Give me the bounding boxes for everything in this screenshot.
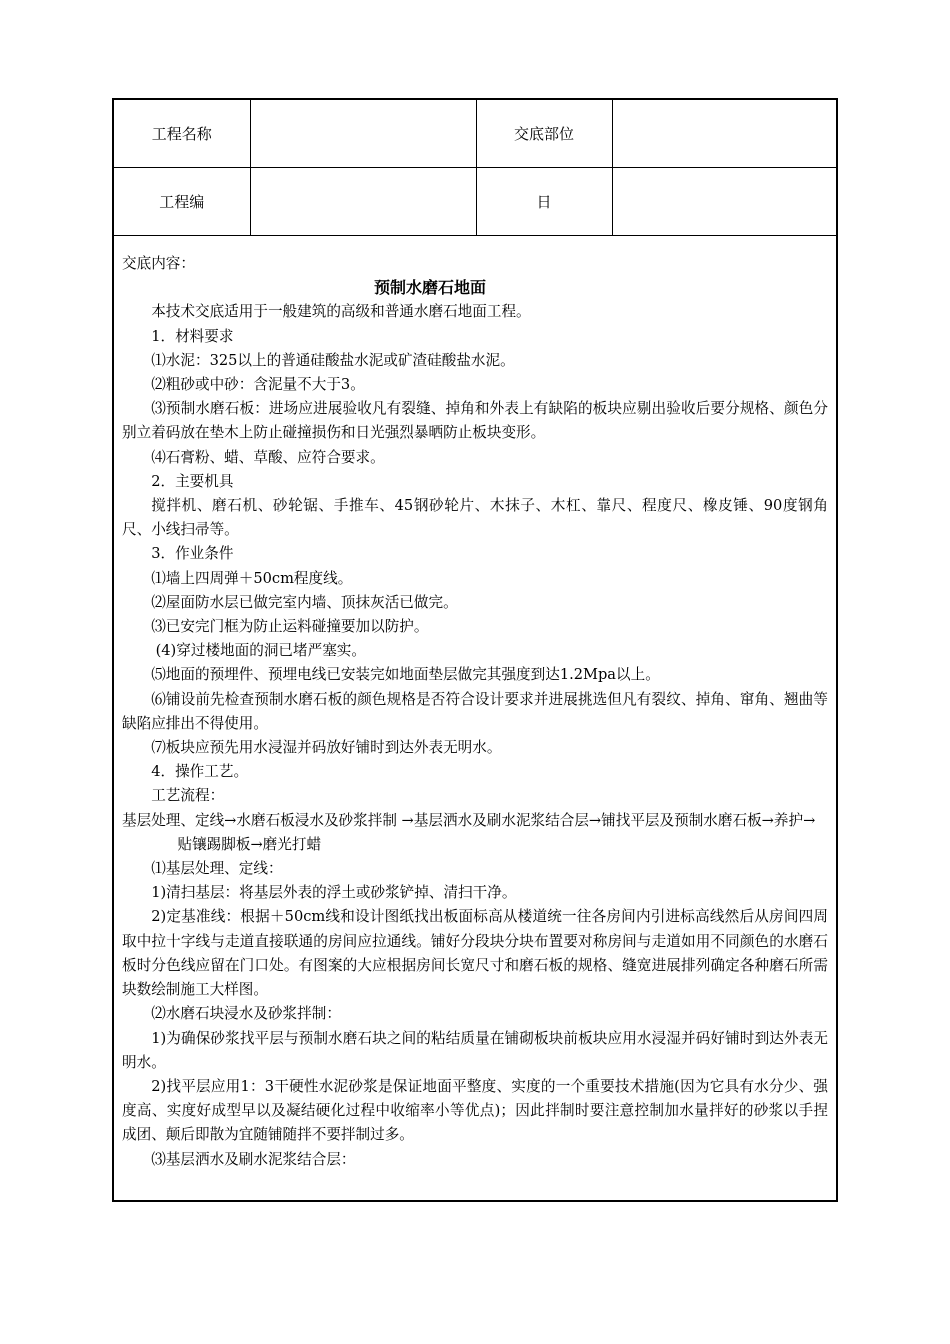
step-2-item-1: 1)为确保砂浆找平层与预制水磨石块之间的粘结质量在铺砌板块前板块应用水浸湿并码好铺时到达外表无明水。 [122, 1029, 828, 1071]
date-label: 日 [476, 168, 612, 236]
section-2-title: 2．主要机具 [151, 472, 234, 490]
section-3-item-5: ⑸地面的预埋件、预埋电线已安装完如地面垫层做完其强度到达1.2Mpa以上。 [151, 666, 660, 684]
section-1-item-1: ⑴水泥：325以上的普通硅酸盐水泥或矿渣硅酸盐水泥。 [151, 351, 515, 369]
date-field[interactable] [612, 168, 836, 236]
disclosure-content [114, 238, 836, 1172]
section-3-item-3: ⑶已安完门框为防止运料碰撞要加以防护。 [151, 618, 429, 636]
step-1-item-1: 1)清扫基层：将基层外表的浮土或砂浆铲掉、清扫干净。 [151, 884, 517, 902]
header-row-1 [114, 100, 836, 168]
step-1-title: ⑴基层处理、定线： [151, 860, 283, 878]
section-label: 交底部位 [476, 100, 612, 168]
section-3-item-2: ⑵屋面防水层已做完室内墙、顶抹灰活已做完。 [151, 593, 458, 611]
section-3-item-7: ⑺板块应预先用水浸湿并码放好铺时到达外表无明水。 [151, 739, 502, 757]
section-3-item-6: ⑹铺设前先检查预制水磨石板的颜色规格是否符合设计要求并进展挑选但凡有裂纹、掉角、窜角、翘曲等缺陷应排出不得使用。 [122, 690, 828, 732]
section-1-item-4: ⑷石膏粉、蜡、草酸、应符合要求。 [151, 448, 385, 466]
header-table [114, 100, 836, 236]
intro-paragraph: 本技术交底适用于一般建筑的高级和普通水磨石地面工程。 [151, 303, 531, 321]
step-2-item-2: 2)找平层应用1：3干硬性水泥砂浆是保证地面平整度、实度的一个重要技术措施(因为它具有水分少、强度高、实度好成型早以及凝结硬化过程中收缩率小等优点)；因此拌制时要注意控制加水量拌好的砂浆以手捏成团、颠后即散为宜随铺随拌不要拌制过多。 [122, 1077, 828, 1144]
step-1-item-2: 2)定基准线：根据＋50cm线和设计图纸找出板面标高从楼道统一往各房间内引进标高线然后从房间四周取中拉十字线与走道直接联通的房间应拉通线。铺好分段块分块布置要对称房间与走道如用不同颜色的水磨石板时分色线应留在门口处。有图案的大应根据房间长宽尺寸和磨石板的规格、缝宽进展排列确定各种磨石所需块数绘制施工大样图。 [122, 908, 828, 999]
process-flow-text: 基层处理、定线→水磨石板浸水及砂浆拌制 →基层洒水及刷水泥浆结合层→铺找平层及预制水磨石板→养护→贴镶踢脚板→磨光打蜡 [122, 811, 816, 853]
section-3-item-1: ⑴墙上四周弹＋50cm程度线。 [151, 569, 353, 587]
section-field[interactable] [612, 100, 836, 168]
process-flow-label: 工艺流程： [151, 787, 225, 805]
section-1-title: 1．材料要求 [151, 327, 234, 345]
disclosure-sheet [112, 98, 838, 1202]
section-3-item-4: (4)穿过楼地面的洞已堵严塞实。 [155, 642, 366, 660]
step-2-title: ⑵水磨石块浸水及砂浆拌制： [151, 1005, 341, 1023]
project-no-label: 工程编 [114, 168, 250, 236]
section-1-item-2: ⑵粗砂或中砂：含泥量不大于3。 [151, 376, 365, 394]
section-2-text: 搅拌机、磨石机、砂轮锯、手推车、45钢砂轮片、木抹子、木杠、靠尺、程度尺、橡皮锤、90度钢角尺、小线扫帚等。 [122, 497, 828, 539]
project-name-label: 工程名称 [114, 100, 250, 168]
section-3-title: 3．作业条件 [151, 545, 234, 563]
section-4-title: 4．操作工艺。 [151, 763, 249, 781]
document-title: 预制水磨石地面 [373, 278, 486, 298]
step-3-title: ⑶基层洒水及刷水泥浆结合层： [151, 1150, 356, 1168]
section-1-item-3: ⑶预制水磨石板：进场应进展验收凡有裂缝、掉角和外表上有缺陷的板块应剔出验收后要分规格、颜色分别立着码放在垫木上防止碰撞损伤和日光强烈暴晒防止板块变形。 [122, 400, 828, 442]
project-name-field[interactable] [250, 100, 476, 168]
project-no-field[interactable] [250, 168, 476, 236]
header-row-2 [114, 168, 836, 236]
content-heading: 交底内容： [122, 255, 195, 272]
